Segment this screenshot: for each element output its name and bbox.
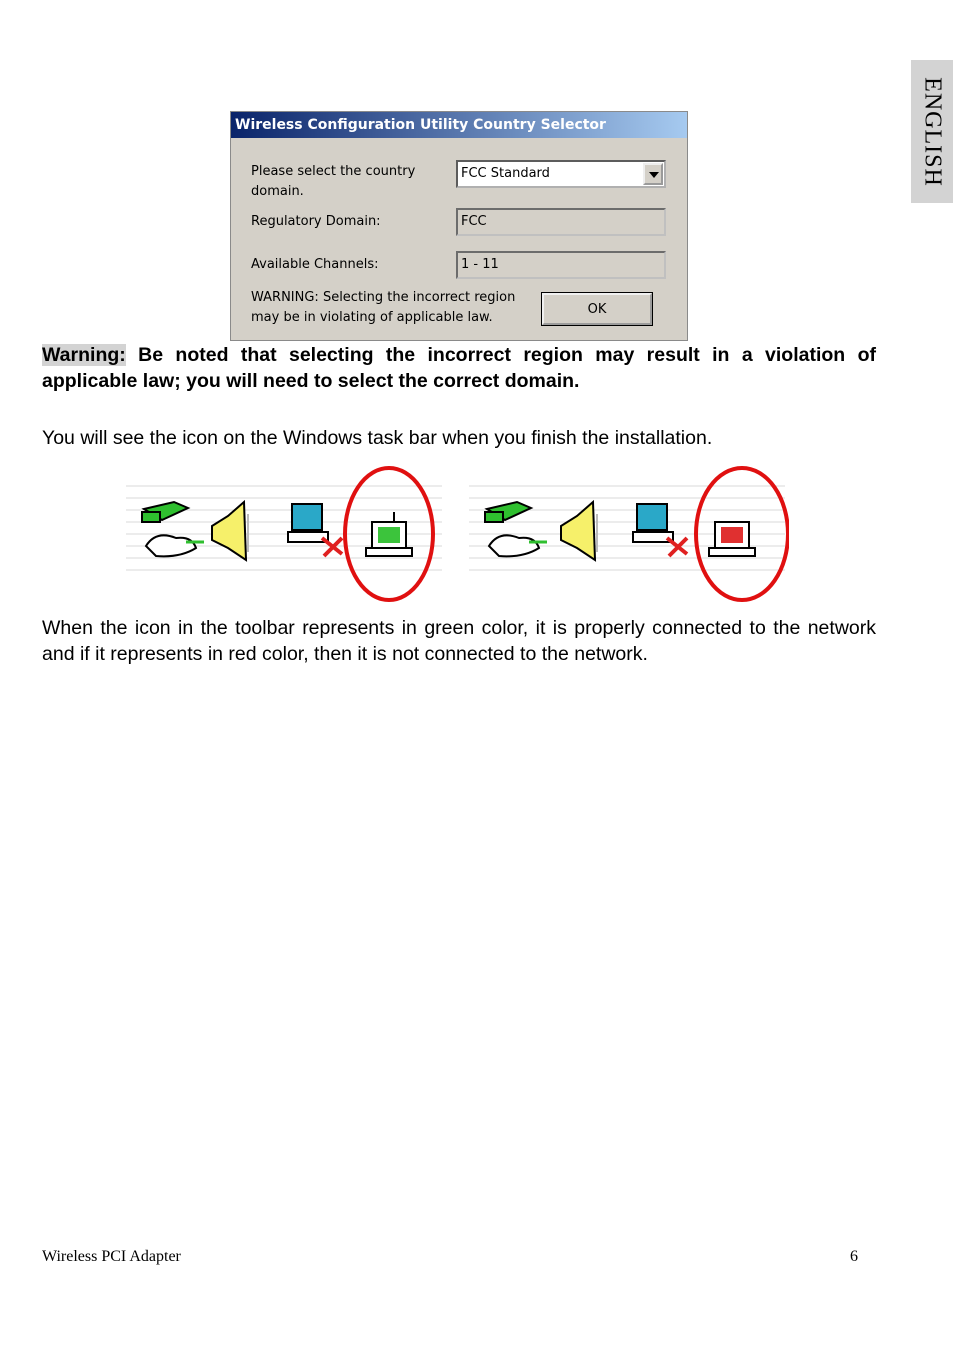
warning-paragraph bbox=[42, 342, 876, 394]
language-tab bbox=[911, 60, 953, 203]
tray-intro-text: You will see the icon on the Windows task bar when you finish the installation. bbox=[42, 427, 713, 449]
country-domain-value: FCC Standard bbox=[461, 166, 550, 181]
dialog-warning-text: WARNING: Selecting the incorrect region may be in violating of applicable law. bbox=[251, 290, 516, 325]
country-select-label: Please select the country domain. bbox=[251, 164, 416, 199]
tray-icons-connected bbox=[126, 464, 446, 604]
tray-icons-disconnected bbox=[469, 464, 789, 604]
footer-title: Wireless PCI Adapter bbox=[42, 1248, 181, 1265]
country-domain-select[interactable] bbox=[456, 160, 666, 188]
country-selector-dialog bbox=[230, 111, 688, 341]
warning-label: Warning: bbox=[42, 344, 126, 366]
regulatory-domain-field: FCC bbox=[456, 208, 666, 236]
page-number: 6 bbox=[850, 1248, 858, 1265]
status-explanation-text: When the icon in the toolbar represents in green color, it is properly connected to the network and if it represents in red color, then it is not connected to the network. bbox=[42, 617, 876, 665]
available-channels-label: Available Channels: bbox=[251, 257, 379, 272]
language-tab-label: ENGLISH bbox=[919, 76, 946, 187]
regulatory-domain-label: Regulatory Domain: bbox=[251, 214, 381, 229]
ok-button[interactable]: OK bbox=[542, 293, 652, 325]
wireless-disconnected-icon bbox=[709, 522, 755, 556]
available-channels-field: 1 - 11 bbox=[456, 251, 666, 279]
warning-text: Be noted that selecting the incorrect region may result in a violation of applicable law; you will need to select the correct domain. bbox=[42, 344, 876, 392]
dialog-title: Wireless Configuration Utility Country Selector bbox=[231, 112, 687, 138]
dropdown-arrow-icon[interactable] bbox=[643, 163, 663, 185]
